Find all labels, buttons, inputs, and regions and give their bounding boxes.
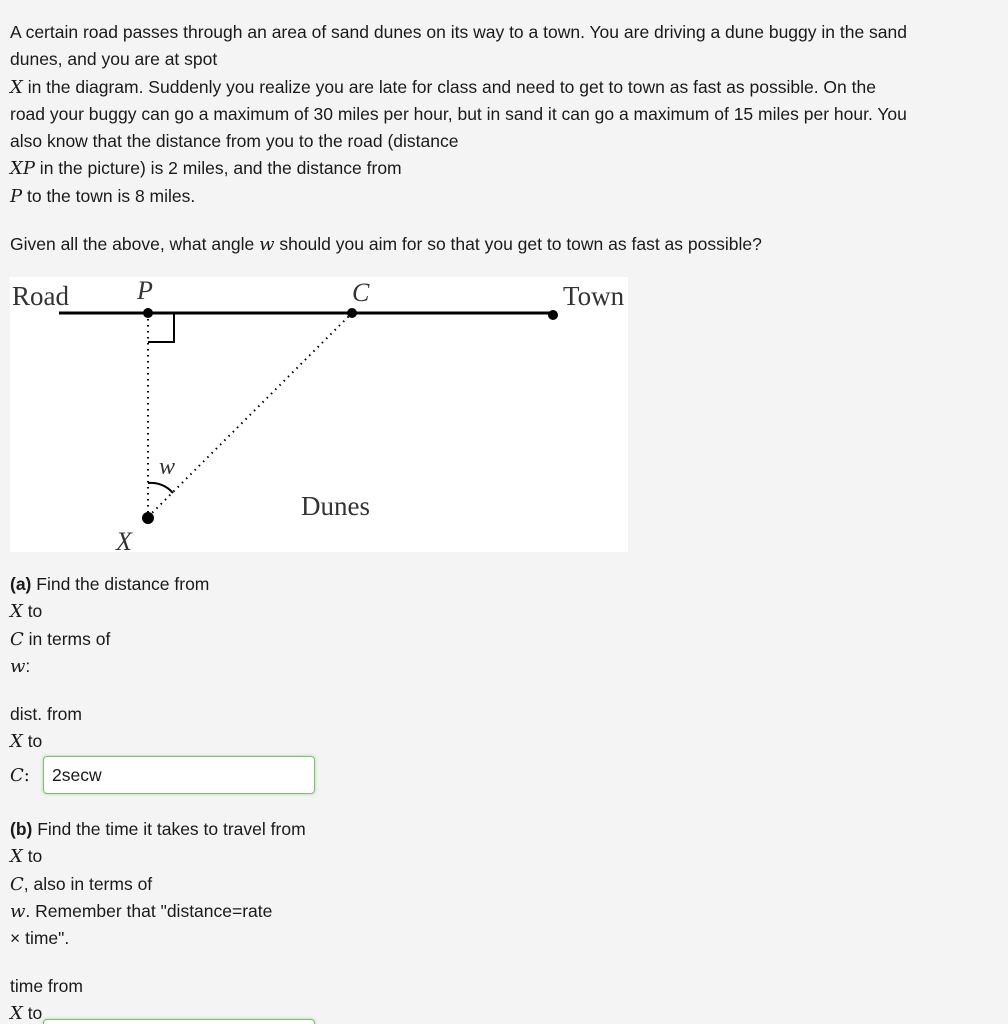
right-angle-marker — [148, 313, 174, 342]
part-a-var-w: w — [10, 655, 26, 677]
part-a-ans-line-3 — [10, 762, 30, 789]
part-b-answer-input[interactable] — [43, 1019, 315, 1024]
part-a-line-1: Find the distance from — [31, 574, 210, 594]
times-symbol: × — [10, 928, 21, 949]
part-a-line-4: : — [25, 655, 31, 676]
problem-statement — [10, 19, 1006, 210]
var-w: w — [259, 234, 275, 255]
problem-line-2: dunes, and you are at spot — [10, 49, 218, 70]
part-b-var-c: C — [10, 873, 24, 895]
var-p: P — [10, 185, 23, 207]
part-a-line-2: to — [22, 601, 43, 622]
part-a-answer-input[interactable] — [43, 756, 315, 794]
part-b-answer-label — [10, 973, 1006, 1024]
question — [10, 231, 1006, 258]
part-b-var-w: w — [10, 900, 26, 922]
point-x — [142, 512, 154, 524]
part-b-line-1: Find the time it takes to travel from — [32, 819, 306, 839]
angle-arc — [148, 483, 173, 493]
part-a-line-3: in terms of — [23, 628, 111, 649]
part-a-tag: (a) — [10, 574, 32, 594]
problem-line-6 — [10, 155, 1006, 182]
part-b-line-3: , also in terms of — [23, 873, 153, 894]
problem-line-5: also know that the distance from you to the road (distance — [10, 131, 459, 152]
town-label: Town — [563, 281, 625, 311]
part-b-var-x: X — [10, 846, 23, 868]
problem-line-1: A certain road passes through an area of sand dunes on its way to a town. You are driving a dune buggy in the sand — [10, 22, 908, 42]
part-b-tag: (b) — [10, 819, 33, 839]
part-a-ans-colon: : — [23, 765, 30, 786]
problem-line-7-text: to the town is 8 miles. — [22, 185, 196, 206]
part-b-line-5: time". — [20, 928, 70, 949]
part-b-ans-line-2: to — [22, 1003, 43, 1024]
part-a-answer-label — [10, 701, 1006, 756]
road-dunes-diagram — [10, 277, 628, 552]
problem-line-3 — [10, 74, 1006, 101]
w-label: w — [159, 454, 176, 480]
c-label: C — [352, 278, 370, 307]
var-xp: XP — [10, 158, 35, 180]
part-a-ans-var-c: C — [10, 765, 24, 786]
part-b-line-2: to — [22, 846, 43, 867]
problem-line-7 — [10, 183, 1006, 210]
part-a — [10, 571, 1006, 680]
p-label: P — [137, 277, 153, 305]
part-b-ans-line-1: time from — [10, 976, 83, 996]
problem-line-4: road your buggy can go a maximum of 30 miles per hour, but in sand it can go a maximum of 15 miles per hour. You — [10, 103, 907, 124]
xc-dotted-line — [148, 313, 352, 517]
road-label: Road — [12, 281, 69, 311]
dunes-label: Dunes — [301, 491, 370, 521]
problem-line-3-text: in the diagram. Suddenly you realize you are late for class and need to get to town as fast as possible. On the — [22, 76, 876, 97]
x-label: X — [116, 527, 132, 552]
part-a-ans-line-1: dist. from — [10, 704, 82, 724]
part-a-var-c: C — [10, 628, 24, 650]
part-a-var-x: X — [10, 601, 23, 623]
problem-line-6-text: in the picture) is 2 miles, and the distance from — [34, 158, 402, 179]
part-a-ans-var-x: X — [10, 731, 23, 753]
point-town — [548, 310, 558, 320]
question-post: should you aim for so that you get to town as fast as possible? — [274, 234, 762, 254]
var-x: X — [10, 76, 23, 98]
point-p — [143, 308, 153, 318]
part-a-ans-line-2: to — [22, 731, 43, 752]
part-b — [10, 816, 1006, 952]
point-c — [347, 308, 357, 318]
part-b-line-4: . Remember that "distance=rate — [25, 900, 273, 921]
question-pre: Given all the above, what angle — [10, 234, 260, 254]
diagram-svg — [10, 277, 628, 552]
part-b-ans-var-x: X — [10, 1003, 23, 1024]
